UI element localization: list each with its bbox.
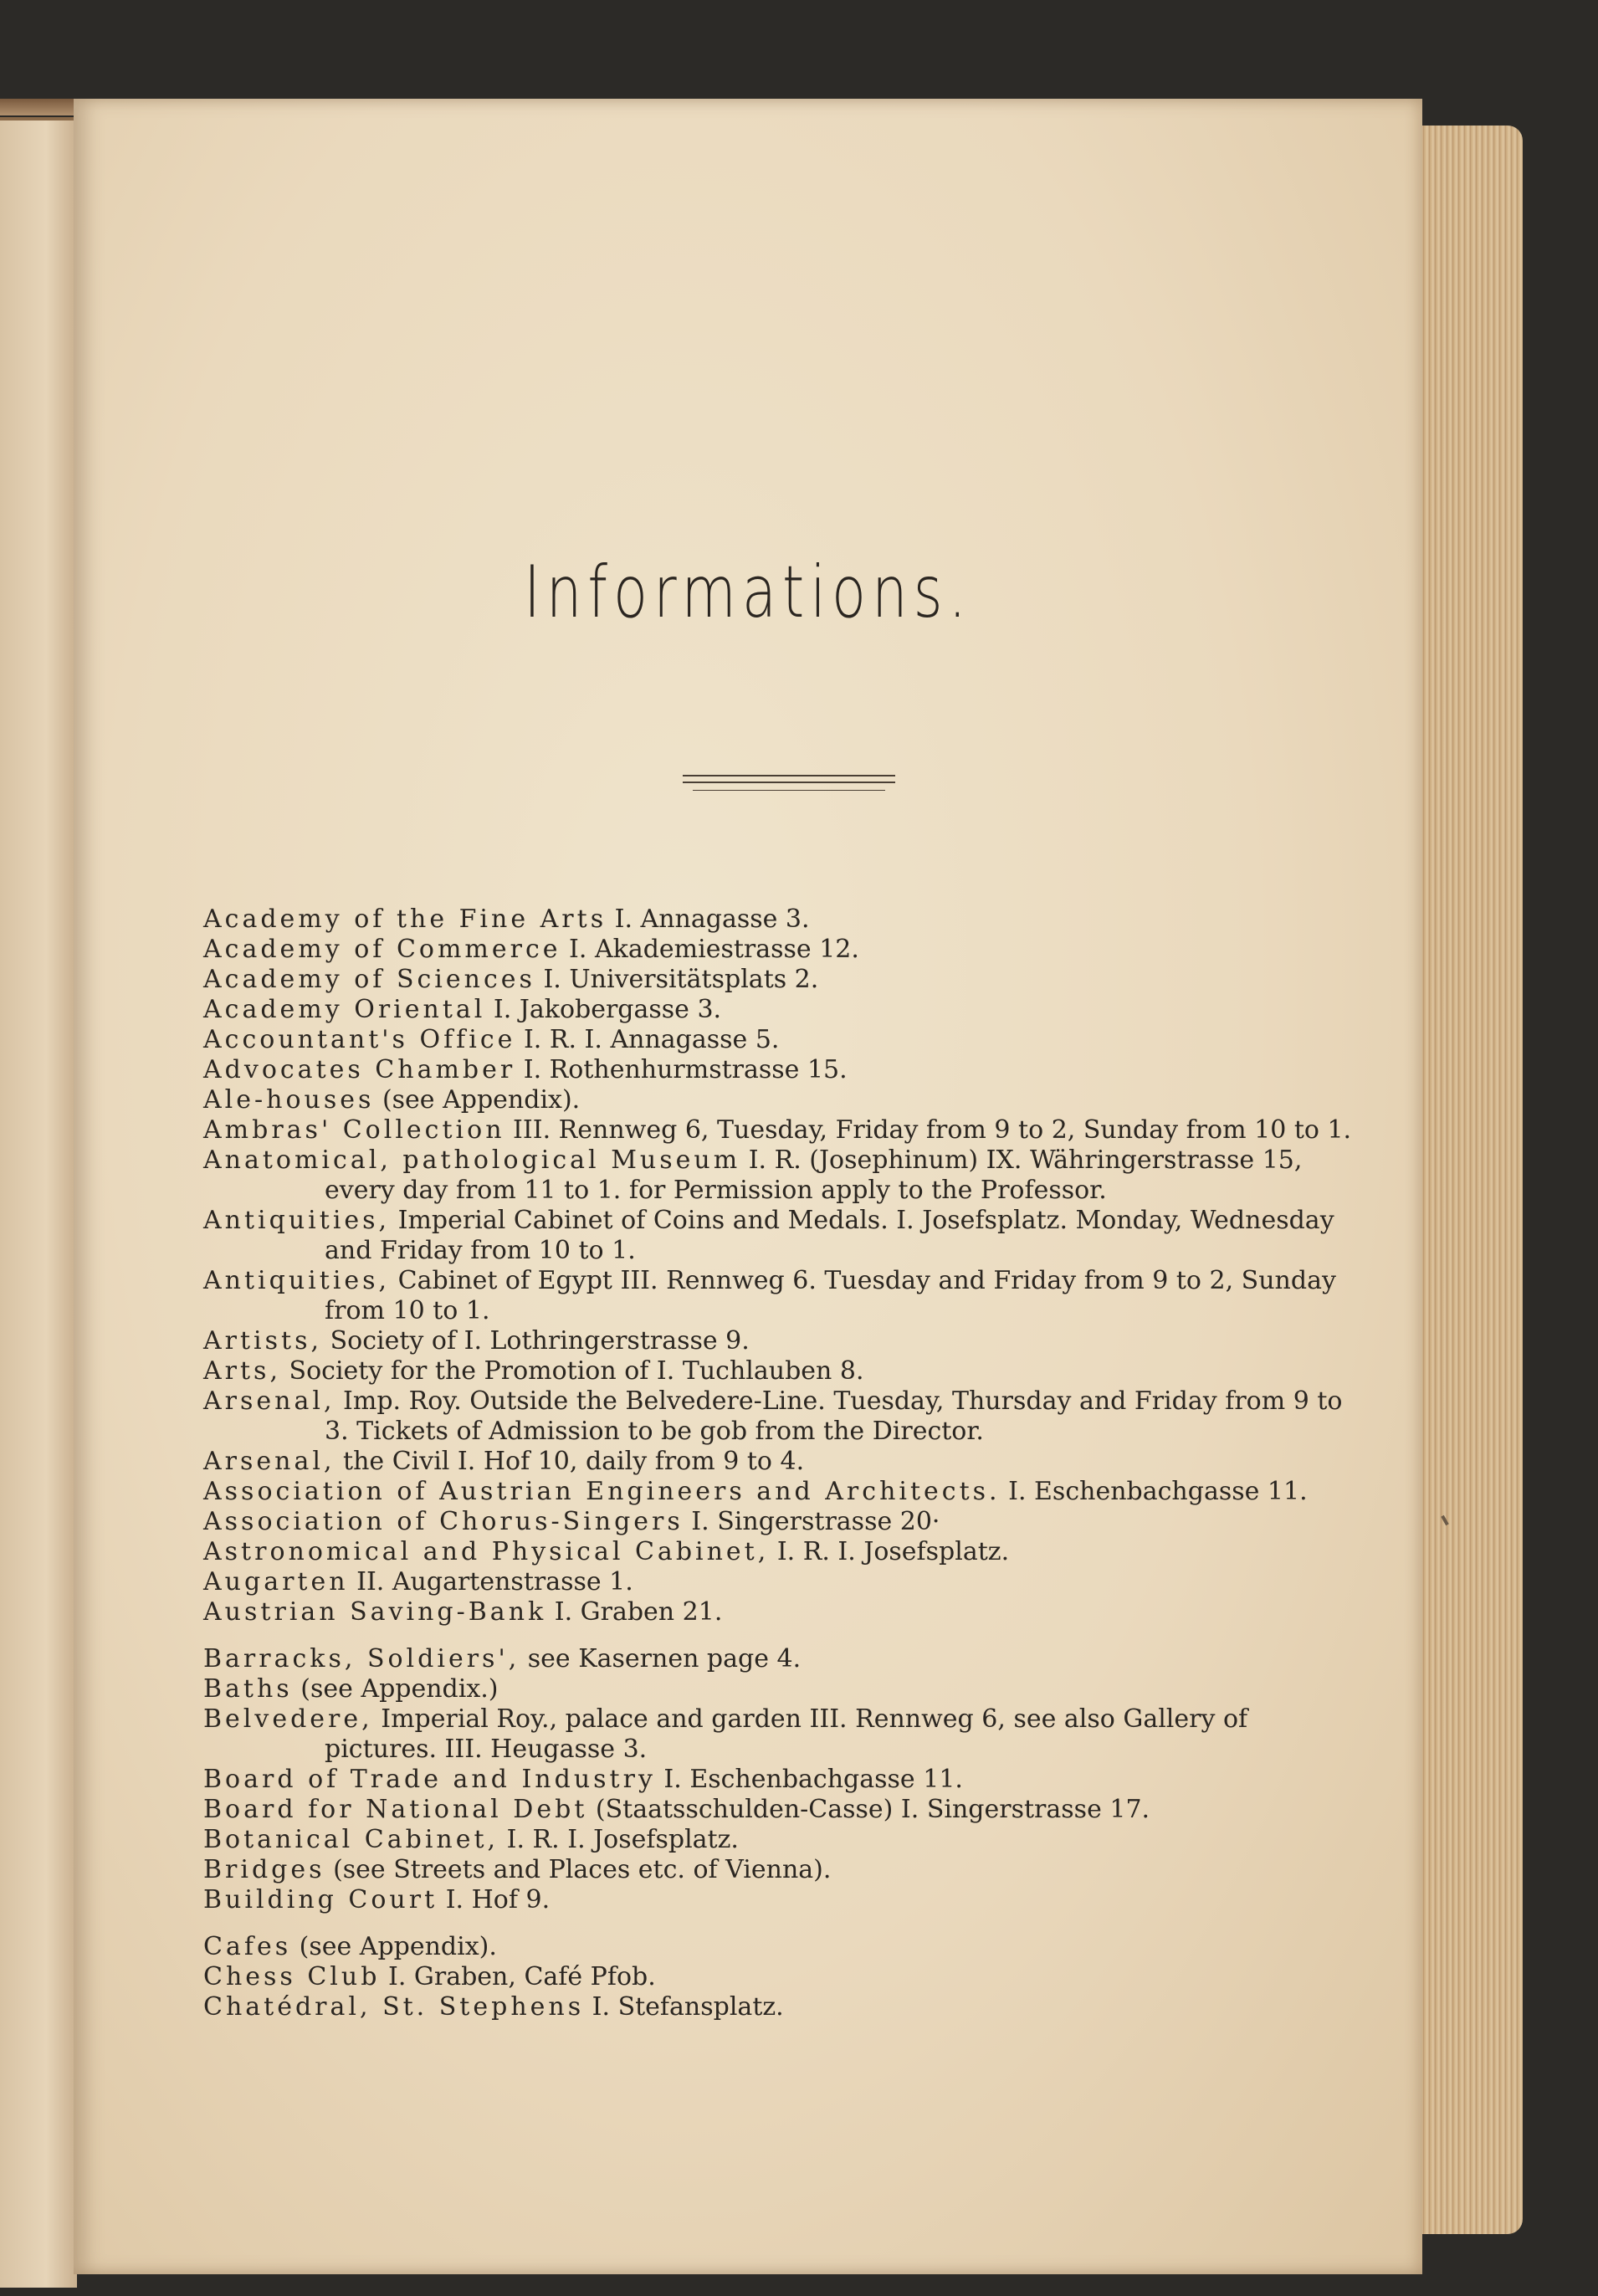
entry-term: Belvedere,: [203, 1704, 373, 1734]
entry-term: Cafes: [203, 1932, 292, 1961]
entry-term: Academy of Commerce: [203, 935, 561, 964]
entry-row: [203, 995, 1366, 1025]
entry-row: [203, 1447, 1366, 1477]
entry-detail: Imp. Roy. Outside the Belvedere-Line. Tuesday, Thursday and Friday from 9 to 3. Tickets of Admission to be gob from the Director.: [325, 1386, 1343, 1446]
entry-row: [203, 1507, 1366, 1537]
entry-term: Artists,: [203, 1326, 323, 1356]
entry-row: [203, 1992, 1366, 2022]
entry-row: [203, 1537, 1366, 1567]
entry-row: [203, 1477, 1366, 1507]
entry-term: Antiquities,: [203, 1266, 391, 1295]
entry-term: Ale-houses: [203, 1085, 375, 1115]
entry-term: Astronomical and Physical Cabinet,: [203, 1537, 770, 1566]
entry-term: Ambras' Collection: [203, 1115, 505, 1145]
entry-row: [203, 1644, 1366, 1674]
entry-term: Advocates Chamber: [203, 1055, 516, 1084]
entry-row: [203, 1674, 1366, 1704]
entry-detail: III. Rennweg 6, Tuesday, Friday from 9 to 2, Sunday from 10 to 1.: [504, 1115, 1352, 1145]
entry-detail: Society for the Promotion of I. Tuchlauben 8.: [281, 1356, 864, 1386]
book-page: [74, 99, 1422, 2274]
entry-detail: I. R. I. Annagasse 5.: [515, 1025, 780, 1054]
entry-term: Bridges: [203, 1855, 325, 1884]
entry-row: [203, 1962, 1366, 1992]
entry-detail: (see Appendix.): [292, 1674, 499, 1704]
entry-detail: Society of I. Lothringerstrasse 9.: [322, 1326, 750, 1356]
entry-term: Board for National Debt: [203, 1795, 588, 1824]
entry-detail: I. Universitätsplats 2.: [535, 965, 819, 994]
entry-term: Augarten: [203, 1567, 349, 1596]
entry-detail: I. Stefansplatz.: [584, 1992, 784, 2022]
entry-row: [203, 1567, 1366, 1597]
entry-row: [203, 965, 1366, 995]
entry-row: [203, 1055, 1366, 1085]
entry-term: Association of Chorus-Singers: [203, 1507, 684, 1536]
entry-detail: I. Singerstrasse 20·: [683, 1507, 940, 1536]
entry-row: [203, 1855, 1366, 1885]
entry-term: Arsenal,: [203, 1447, 335, 1476]
entry-detail: Imperial Roy., palace and garden III. Rennweg 6, see also Gallery of pictures. III. Heugasse 3.: [325, 1704, 1248, 1764]
entry-term: Chatédral, St. Stephens: [203, 1992, 585, 2022]
entry-term: Academy of Sciences: [203, 965, 535, 994]
entry-row: [203, 1115, 1366, 1145]
entry-row: [203, 905, 1366, 935]
entry-row: [203, 1145, 1366, 1206]
entry-term: Academy of the Fine Arts: [203, 905, 607, 934]
entry-term: Austrian Saving-Bank: [203, 1597, 547, 1627]
entry-detail: I. Graben, Café Pfob.: [380, 1962, 656, 1991]
entry-row: [203, 935, 1366, 965]
entry-detail: I. Hof 9.: [438, 1885, 551, 1914]
entry-row: [203, 1932, 1366, 1962]
section-gap: [203, 1627, 1366, 1644]
entry-term: Board of Trade and Industry: [203, 1765, 656, 1794]
entry-term: Arts,: [203, 1356, 281, 1386]
entry-detail: (Staatsschulden-Casse) I. Singerstrasse 17.: [587, 1795, 1150, 1824]
entry-detail: I. Eschenbachgasse 11.: [1000, 1477, 1308, 1506]
entry-row: [203, 1356, 1366, 1386]
entry-term: Building Court: [203, 1885, 438, 1914]
entry-row: [203, 1085, 1366, 1115]
entry-term: Botanical Cabinet,: [203, 1825, 499, 1854]
entry-term: Anatomical, pathological Museum: [203, 1145, 741, 1175]
entry-detail: I. Jakobergasse 3.: [485, 995, 722, 1024]
entry-detail: I. Akademiestrasse 12.: [561, 935, 859, 964]
entry-detail: (see Appendix).: [291, 1932, 497, 1961]
entry-detail: the Civil I. Hof 10, daily from 9 to 4.: [335, 1447, 805, 1476]
entry-detail: I. R. (Josephinum) IX. Währingerstrasse 15, every day from 11 to 1. for Permission apply to the Professor.: [325, 1145, 1303, 1205]
entry-term: Academy Oriental: [203, 995, 486, 1024]
entry-list: [203, 905, 1366, 2022]
entry-row: [203, 1795, 1366, 1825]
entry-row: [203, 1704, 1366, 1765]
entry-row: [203, 1765, 1366, 1795]
entry-detail: II. Augartenstrasse 1.: [348, 1567, 633, 1596]
title-single-rule: [693, 790, 885, 791]
entry-term: Barracks, Soldiers',: [203, 1644, 520, 1673]
entry-term: Baths: [203, 1674, 293, 1704]
entry-row: [203, 1386, 1366, 1447]
entry-term: Association of Austrian Engineers and Architects.: [203, 1477, 1001, 1506]
entry-detail: I. Graben 21.: [546, 1597, 723, 1627]
entry-detail: Cabinet of Egypt III. Rennweg 6. Tuesday and Friday from 9 to 2, Sunday from 10 to 1.: [325, 1266, 1336, 1325]
entry-term: Chess Club: [203, 1962, 381, 1991]
entry-detail: I. Rothenhurmstrasse 15.: [515, 1055, 848, 1084]
entry-row: [203, 1825, 1366, 1855]
entry-term: Antiquities,: [203, 1206, 391, 1235]
entry-detail: (see Streets and Places etc. of Vienna).: [325, 1855, 832, 1884]
entry-detail: I. R. I. Josefsplatz.: [499, 1825, 739, 1854]
title-double-rule: [683, 775, 895, 783]
entry-detail: Imperial Cabinet of Coins and Medals. I. Josefsplatz. Monday, Wednesday and Friday from 10 to 1.: [325, 1206, 1334, 1265]
entry-detail: I. Eschenbachgasse 11.: [655, 1765, 963, 1794]
entry-row: [203, 1597, 1366, 1627]
entry-row: [203, 1206, 1366, 1266]
entry-term: Arsenal,: [203, 1386, 335, 1416]
entry-detail: (see Appendix).: [374, 1085, 581, 1115]
entry-detail: I. R. I. Josefsplatz.: [769, 1537, 1010, 1566]
page-title: Informations.: [524, 551, 972, 634]
entry-row: [203, 1326, 1366, 1356]
entry-term: Accountant's Office: [203, 1025, 516, 1054]
entry-detail: see Kasernen page 4.: [520, 1644, 802, 1673]
entry-row: [203, 1025, 1366, 1055]
left-page-edge: [0, 117, 77, 2288]
entry-detail: I. Annagasse 3.: [607, 905, 810, 934]
section-gap: [203, 1915, 1366, 1932]
entry-row: [203, 1266, 1366, 1326]
entry-row: [203, 1885, 1366, 1915]
